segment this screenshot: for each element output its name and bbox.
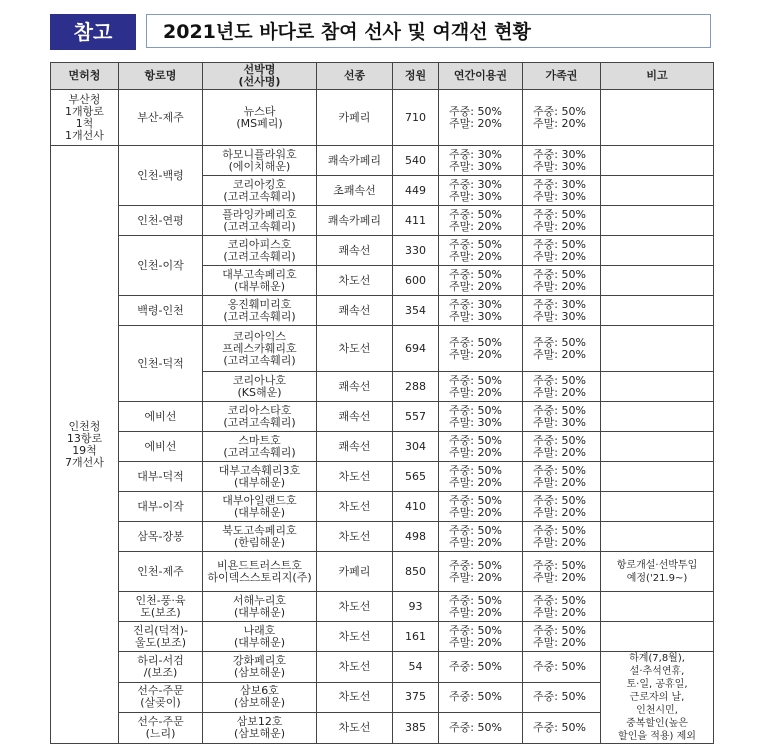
annual-rate: 주중: 50% 주말: 20% [439,522,523,552]
family-rate: 주중: 50% 주말: 20% [523,522,601,552]
ship-type: 쾌속선 [317,296,393,326]
annual-rate: 주중: 50% 주말: 20% [439,266,523,296]
remark [601,176,714,206]
annual-rate: 주중: 50% [439,652,523,683]
remark [601,402,714,432]
route: 인천-이작 [119,236,203,296]
ship: 코리아스타호 (고려고속훼리) [203,402,317,432]
ship-type: 카페리 [317,552,393,592]
ship-type: 차도선 [317,652,393,683]
ship-type: 차도선 [317,522,393,552]
ship-type: 차도선 [317,462,393,492]
ship-type: 차도선 [317,592,393,622]
family-rate: 주중: 50% 주말: 30% [523,402,601,432]
remark [601,146,714,176]
remark [601,432,714,462]
ship-type: 차도선 [317,713,393,744]
ship: 대부고속훼리3호 (대부해운) [203,462,317,492]
route: 대부-이작 [119,492,203,522]
ship: 뉴스타 (MS페리) [203,90,317,146]
remark [601,462,714,492]
annual-rate: 주중: 50% 주말: 20% [439,552,523,592]
family-rate: 주중: 50% 주말: 20% [523,552,601,592]
ship-type: 쾌속카페리 [317,146,393,176]
ship-type: 차도선 [317,326,393,372]
ship-type: 카페리 [317,90,393,146]
ship: 비욘드트러스트호 하이덱스스토리지(주) [203,552,317,592]
remark [601,296,714,326]
ship-type: 쾌속선 [317,402,393,432]
annual-rate: 주중: 50% 주말: 20% [439,326,523,372]
ship: 코리아킹호 (고려고속훼리) [203,176,317,206]
family-rate: 주중: 50% [523,713,601,744]
ship-type: 쾌속선 [317,432,393,462]
route: 백령-인천 [119,296,203,326]
table-row [51,236,714,266]
table-row [51,90,714,146]
ship: 코리아피스호 (고려고속훼리) [203,236,317,266]
annual-rate: 주중: 30% 주말: 30% [439,296,523,326]
capacity: 385 [393,713,439,744]
annual-rate: 주중: 50% 주말: 20% [439,432,523,462]
annual-rate: 주중: 50% 주말: 20% [439,90,523,146]
annual-rate: 주중: 30% 주말: 30% [439,176,523,206]
capacity: 410 [393,492,439,522]
remark: 하계(7,8월), 설·추석연휴, 토·일, 공휴일, 근로자의 날, 인천시민, 중복할인(높은 할인을 적용) 제외 [601,652,714,744]
annual-rate: 주중: 50% 주말: 20% [439,492,523,522]
family-rate: 주중: 50% 주말: 20% [523,326,601,372]
family-rate: 주중: 50% 주말: 20% [523,372,601,402]
table-row [51,296,714,326]
table-row [51,652,714,683]
route: 인천-풍·육 도(보조) [119,592,203,622]
route: 인천-연평 [119,206,203,236]
family-rate: 주중: 50% 주말: 20% [523,206,601,236]
page-title: 2021년도 바다로 참여 선사 및 여객선 현황 [146,14,711,48]
route: 대부-덕적 [119,462,203,492]
remark [601,206,714,236]
family-rate: 주중: 30% 주말: 30% [523,176,601,206]
capacity: 600 [393,266,439,296]
ship: 하모니플라워호 (에이치해운) [203,146,317,176]
capacity: 411 [393,206,439,236]
table-row [51,622,714,652]
family-rate: 주중: 50% 주말: 20% [523,432,601,462]
ship: 대부아일랜드호 (대부해운) [203,492,317,522]
ship: 북도고속페리호 (한림해운) [203,522,317,552]
annual-rate: 주중: 50% [439,682,523,713]
ship-type: 쾌속카페리 [317,206,393,236]
family-rate: 주중: 50% 주말: 20% [523,236,601,266]
capacity: 710 [393,90,439,146]
route: 인천-덕적 [119,326,203,402]
office-incheon: 인천청 13항로 19척 7개선사 [51,146,119,744]
remark [601,372,714,402]
ship: 서해누리호 (대부해운) [203,592,317,622]
remark [601,236,714,266]
route: 인천-제주 [119,552,203,592]
ship-type: 차도선 [317,682,393,713]
ship-type: 차도선 [317,266,393,296]
reference-tag: 참고 [50,14,136,50]
capacity: 540 [393,146,439,176]
family-rate: 주중: 50% 주말: 20% [523,462,601,492]
capacity: 304 [393,432,439,462]
family-rate: 주중: 50% 주말: 20% [523,266,601,296]
table-row [51,462,714,492]
annual-rate: 주중: 50% [439,713,523,744]
route: 인천-백령 [119,146,203,206]
capacity: 375 [393,682,439,713]
col-ship: 선박명 (선사명) [203,63,317,90]
col-route: 항로명 [119,63,203,90]
family-rate: 주중: 50% 주말: 20% [523,622,601,652]
ship-type: 쾌속선 [317,372,393,402]
annual-rate: 주중: 50% 주말: 30% [439,402,523,432]
table-row [51,206,714,236]
route: 선수-주문 (느리) [119,713,203,744]
capacity: 850 [393,552,439,592]
ferry-table [50,62,714,744]
route: 부산-제주 [119,90,203,146]
col-family-pass: 가족권 [523,63,601,90]
capacity: 694 [393,326,439,372]
remark [601,266,714,296]
col-type: 선종 [317,63,393,90]
remark [601,326,714,372]
capacity: 565 [393,462,439,492]
family-rate: 주중: 50% [523,682,601,713]
family-rate: 주중: 50% 주말: 20% [523,492,601,522]
table-row [51,492,714,522]
capacity: 54 [393,652,439,683]
family-rate: 주중: 50% 주말: 20% [523,592,601,622]
table-row [51,432,714,462]
ship: 옹진훼미리호 (고려고속훼리) [203,296,317,326]
ship-type: 쾌속선 [317,236,393,266]
annual-rate: 주중: 50% 주말: 20% [439,462,523,492]
ship: 삼보6호 (삼보해운) [203,682,317,713]
route: 에비선 [119,402,203,432]
remark [601,592,714,622]
family-rate: 주중: 30% 주말: 30% [523,296,601,326]
route: 삼목-장봉 [119,522,203,552]
ship: 대부고속페리호 (대부해운) [203,266,317,296]
ship: 코리아익스 프레스카훼리호 (고려고속훼리) [203,326,317,372]
ship: 삼보12호 (삼보해운) [203,713,317,744]
annual-rate: 주중: 30% 주말: 30% [439,146,523,176]
ship: 스마트호 (고려고속훼리) [203,432,317,462]
remark [601,622,714,652]
annual-rate: 주중: 50% 주말: 20% [439,236,523,266]
capacity: 93 [393,592,439,622]
ship-type: 차도선 [317,622,393,652]
route: 에비선 [119,432,203,462]
table-row [51,522,714,552]
table-row [51,146,714,176]
annual-rate: 주중: 50% 주말: 20% [439,372,523,402]
remark [601,492,714,522]
family-rate: 주중: 50% 주말: 20% [523,90,601,146]
header [50,14,713,50]
remark [601,522,714,552]
family-rate: 주중: 30% 주말: 30% [523,146,601,176]
col-office: 면허청 [51,63,119,90]
capacity: 354 [393,296,439,326]
table-row [51,326,714,372]
capacity: 557 [393,402,439,432]
capacity: 498 [393,522,439,552]
ship-type: 초쾌속선 [317,176,393,206]
office-busan: 부산청 1개항로 1척 1개선사 [51,90,119,146]
table-row [51,552,714,592]
capacity: 161 [393,622,439,652]
table-header-row [51,63,714,90]
annual-rate: 주중: 50% 주말: 20% [439,622,523,652]
capacity: 288 [393,372,439,402]
col-capacity: 정원 [393,63,439,90]
ship: 강화페리호 (삼보해운) [203,652,317,683]
annual-rate: 주중: 50% 주말: 20% [439,206,523,236]
family-rate: 주중: 50% [523,652,601,683]
remark: 항로개설·선박투입 예정('21.9~) [601,552,714,592]
table-row [51,592,714,622]
ship-type: 차도선 [317,492,393,522]
route: 하리-서검 /(보조) [119,652,203,683]
ship: 나래호 (대부해운) [203,622,317,652]
ship: 플라잉카페리호 (고려고속훼리) [203,206,317,236]
route: 진리(덕적)- 울도(보조) [119,622,203,652]
annual-rate: 주중: 50% 주말: 20% [439,592,523,622]
table-row [51,402,714,432]
col-remarks: 비고 [601,63,714,90]
col-annual-pass: 연간이용권 [439,63,523,90]
capacity: 449 [393,176,439,206]
capacity: 330 [393,236,439,266]
ship: 코리아나호 (KS해운) [203,372,317,402]
remark [601,90,714,146]
route: 선수-주문 (살곶이) [119,682,203,713]
